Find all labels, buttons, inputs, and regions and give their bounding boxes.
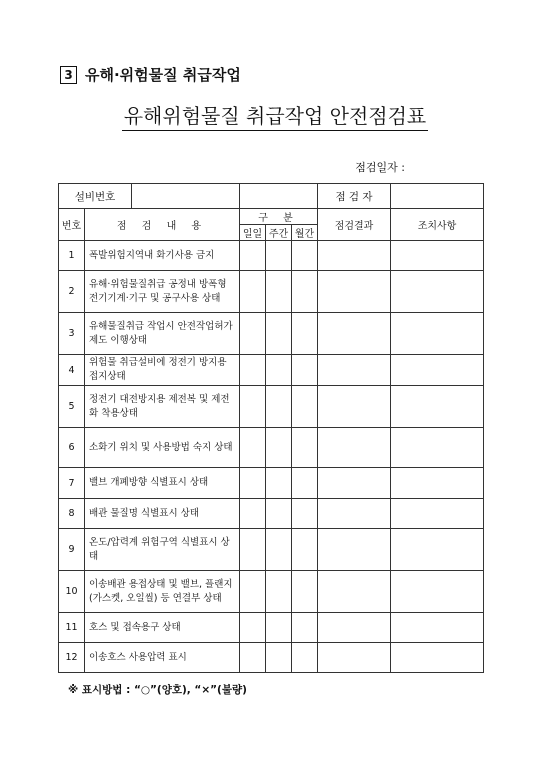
equipment-row [59,184,484,209]
action-cell[interactable] [391,499,484,529]
weekly-check-cell[interactable] [266,428,292,468]
daily-check-cell[interactable] [240,468,266,499]
table-row [59,313,484,355]
item-text: 밸브 개폐방향 식별표시 상태 [85,468,240,499]
monthly-check-cell[interactable] [292,313,318,355]
result-header: 점검결과 [318,209,391,241]
table-row [59,643,484,673]
equipment-no-value[interactable] [132,184,239,208]
daily-check-cell[interactable] [240,613,266,643]
equipment-no-label: 설비번호 [59,184,132,208]
weekly-check-cell[interactable] [266,468,292,499]
item-number: 9 [59,529,85,571]
item-number: 3 [59,313,85,355]
action-cell[interactable] [391,571,484,613]
item-number: 11 [59,613,85,643]
action-cell[interactable] [391,386,484,428]
monthly-check-cell[interactable] [292,643,318,673]
action-cell[interactable] [391,643,484,673]
daily-check-cell[interactable] [240,529,266,571]
action-cell[interactable] [391,271,484,313]
section-title: 유해·위험물질 취급작업 [85,66,241,84]
weekly-header: 주간 [266,225,292,241]
action-cell[interactable] [391,355,484,386]
action-cell[interactable] [391,613,484,643]
item-number: 7 [59,468,85,499]
monthly-check-cell[interactable] [292,271,318,313]
table-row [59,613,484,643]
monthly-check-cell[interactable] [292,428,318,468]
content-header: 점 검 내 용 [85,209,240,241]
result-cell[interactable] [318,271,391,313]
item-text: 폭발위험지역내 화기사용 금지 [85,241,240,271]
item-number: 8 [59,499,85,529]
result-cell[interactable] [318,241,391,271]
item-number: 6 [59,428,85,468]
table-row [59,241,484,271]
weekly-check-cell[interactable] [266,313,292,355]
daily-check-cell[interactable] [240,386,266,428]
result-cell[interactable] [318,386,391,428]
weekly-check-cell[interactable] [266,499,292,529]
weekly-check-cell[interactable] [266,571,292,613]
action-cell[interactable] [391,529,484,571]
monthly-header: 월간 [292,225,318,241]
table-row [59,571,484,613]
inspector-value[interactable] [391,184,484,209]
table-row [59,355,484,386]
daily-check-cell[interactable] [240,428,266,468]
result-cell[interactable] [318,428,391,468]
daily-check-cell[interactable] [240,271,266,313]
weekly-check-cell[interactable] [266,355,292,386]
weekly-check-cell[interactable] [266,241,292,271]
action-cell[interactable] [391,428,484,468]
daily-check-cell[interactable] [240,355,266,386]
daily-check-cell[interactable] [240,499,266,529]
monthly-check-cell[interactable] [292,499,318,529]
daily-header: 일일 [240,225,266,241]
item-text: 유해·위험물질취급 공정내 방폭형 전기기계·기구 및 공구사용 상태 [85,271,240,313]
item-text: 이송호스 사용압력 표시 [85,643,240,673]
monthly-check-cell[interactable] [292,613,318,643]
table-row [59,499,484,529]
weekly-check-cell[interactable] [266,529,292,571]
daily-check-cell[interactable] [240,571,266,613]
daily-check-cell[interactable] [240,643,266,673]
action-header: 조치사항 [391,209,484,241]
daily-check-cell[interactable] [240,313,266,355]
weekly-check-cell[interactable] [266,613,292,643]
header-row-1 [59,209,484,225]
weekly-check-cell[interactable] [266,271,292,313]
monthly-check-cell[interactable] [292,355,318,386]
item-text: 호스 및 접속용구 상태 [85,613,240,643]
table-row [59,468,484,499]
marking-legend: ※ 표시방법 : “○”(양호), “×”(불량) [68,684,247,696]
result-cell[interactable] [318,613,391,643]
equipment-extra-cell[interactable] [240,184,318,209]
result-cell[interactable] [318,313,391,355]
document-title-text: 유해위험물질 취급작업 안전점검표 [122,104,429,131]
inspector-label: 점 검 자 [318,184,391,209]
item-number: 4 [59,355,85,386]
weekly-check-cell[interactable] [266,643,292,673]
item-text: 위험물 취급설비에 정전기 방지용 접지상태 [85,355,240,386]
section-number: 3 [60,66,77,84]
item-number: 5 [59,386,85,428]
monthly-check-cell[interactable] [292,241,318,271]
inspection-checklist-table [58,183,484,673]
equipment-cell [59,184,240,209]
item-text: 소화기 위치 및 사용방법 숙지 상태 [85,428,240,468]
item-text: 온도/압력계 위험구역 식별표시 상태 [85,529,240,571]
result-cell[interactable] [318,499,391,529]
monthly-check-cell[interactable] [292,529,318,571]
item-text: 유해물질취급 작업시 안전작업허가제도 이행상태 [85,313,240,355]
result-cell[interactable] [318,529,391,571]
result-cell[interactable] [318,468,391,499]
item-text: 정전기 대전방지용 제전복 및 제전화 착용상태 [85,386,240,428]
item-text: 이송배관 용접상태 및 밸브, 플랜지(가스켓, 오일씰) 등 연결부 상태 [85,571,240,613]
item-number: 2 [59,271,85,313]
monthly-check-cell[interactable] [292,571,318,613]
monthly-check-cell[interactable] [292,386,318,428]
section-heading [60,64,241,85]
inspection-date-label: 점검일자 : [355,161,405,174]
result-cell[interactable] [318,571,391,613]
action-cell[interactable] [391,313,484,355]
weekly-check-cell[interactable] [266,386,292,428]
result-cell[interactable] [318,643,391,673]
table-row [59,529,484,571]
table-row [59,428,484,468]
category-header: 구 분 [240,209,318,225]
table-row [59,271,484,313]
item-number: 10 [59,571,85,613]
table-row [59,386,484,428]
result-cell[interactable] [318,355,391,386]
action-cell[interactable] [391,468,484,499]
item-number: 12 [59,643,85,673]
no-header: 번호 [59,209,85,241]
document-title [0,100,550,129]
item-text: 배관 물질명 식별표시 상태 [85,499,240,529]
item-number: 1 [59,241,85,271]
action-cell[interactable] [391,241,484,271]
daily-check-cell[interactable] [240,241,266,271]
monthly-check-cell[interactable] [292,468,318,499]
